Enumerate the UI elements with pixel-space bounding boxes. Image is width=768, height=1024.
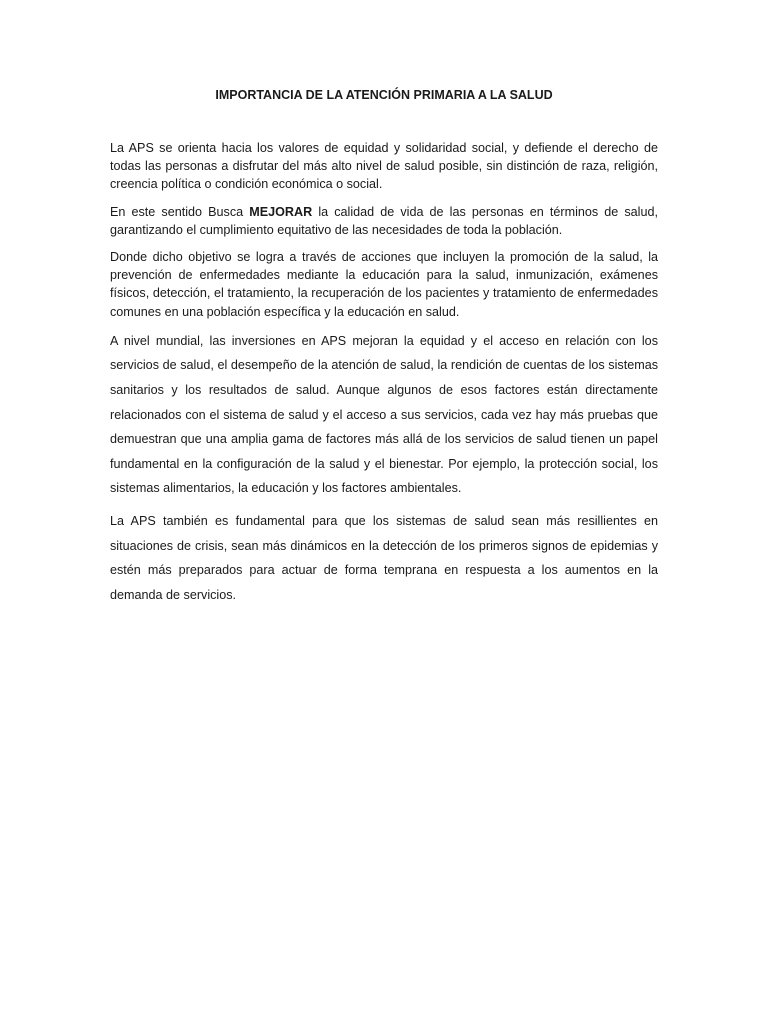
paragraph-2 xyxy=(110,203,658,239)
paragraph-2-text-before: En este sentido Busca xyxy=(110,204,250,219)
paragraph-3: Donde dicho objetivo se logra a través de acciones que incluyen la promoción de la salud, la prevención de enfermedades mediante la educación para la salud, inmunización, exámenes físicos, detección, el tratamiento, la recuperación de los pacientes y tratamiento de enfermedades comunes en una población específica y la educación en salud. xyxy=(110,250,658,319)
paragraph-4: A nivel mundial, las inversiones en APS mejoran la equidad y el acceso en relación con los servicios de salud, el desempeño de la atención de salud, la rendición de cuentas de los sistemas sanitarios y los resultados de salud. Aunque algunos de esos factores están directamente relacionados con el sistema de salud y el acceso a sus servicios, cada vez hay más pruebas que demuestran que una amplia gama de factores más allá de los servicios de salud tienen un papel fundamental en la configuración de la salud y el bienestar. Por ejemplo, la protección social, los sistemas alimentarios, la educación y los factores ambientales. xyxy=(110,333,658,496)
paragraph-2-bold-word: MEJORAR xyxy=(249,204,313,219)
document-body xyxy=(110,139,658,607)
document-title: IMPORTANCIA DE LA ATENCIÓN PRIMARIA A LA SALUD xyxy=(215,88,553,102)
paragraph-5: La APS también es fundamental para que los sistemas de salud sean más resillientes en situaciones de crisis, sean más dinámicos en la detección de los primeros signos de epidemias y estén más preparados para actuar de forma temprana en respuesta a los aumentos en la demanda de servicios. xyxy=(110,513,658,602)
paragraph-1: La APS se orienta hacia los valores de equidad y solidaridad social, y defiende el derecho de todas las personas a disfrutar del más alto nivel de salud posible, sin distinción de raza, religión, creencia política o condición económica o social. xyxy=(110,141,658,192)
paragraph-2-text-after: la calidad de vida de las personas en términos de salud, garantizando el cumplimiento equitativo de las necesidades de toda la población. xyxy=(110,204,658,237)
